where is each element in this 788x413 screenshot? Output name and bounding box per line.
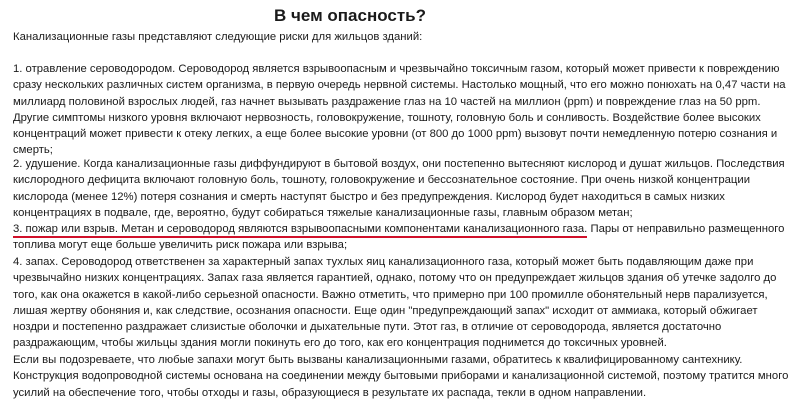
item-2-line: кислорода (менее 12%) потеря сознания и смерть наступят быстро и без предупреждения. Кислород будет находиться в самых низких (13, 190, 725, 203)
conclusion-line: Если вы подозреваете, что любые запахи могут быть вызваны канализационными газами, обратитесь к квалифицированному сантехнику. (13, 354, 743, 366)
item-3-paragraph (13, 221, 785, 254)
item-4-line: ноздри и постепенно раздражает слизистые оболочки и дыхательные пути. Этот газ, в отличие от сероводорода, является достаточно (13, 321, 722, 334)
intro-line: Канализационные газы представляют следующие риски для жильцов зданий: (13, 31, 423, 43)
item-1-line: 1. отравление сероводородом. Сероводород является взрывоопасным и чрезвычайно токсичным газом, который может привести к повреждению (13, 63, 780, 75)
item-3-rest-text: Пары от неправильно размещенного (587, 223, 785, 235)
item-4-line: раздражающим, чтобы жильцы здания могли покинуть его до того, как его концентрация поднимется до токсичных уровней. (13, 337, 667, 350)
red-underline (13, 236, 587, 238)
item-2-line: кислородного дефицита включают головную боль, тошноту, головокружение и бессознательное состояние. При очень низкой концентрации (13, 174, 751, 187)
item-3-line (13, 221, 785, 237)
intro-paragraph (13, 29, 693, 45)
item-1-paragraph (13, 61, 786, 159)
conclusion-paragraph (13, 352, 788, 401)
item-1-line: сразу нескольких различных систем организма, в первую очередь нервной системы. Настолько мощный, что его можно понюхать на 0,47 части на (13, 79, 786, 92)
item-4-line: чрезвычайно низких концентрациях. Запах газа является гарантией, однако, потому что он предупреждает жильцов здания об утечке задолго до (13, 272, 777, 285)
conclusion-line: усилий на обеспечение того, чтобы отходы и газы, образующиеся в результате их распада, текли в одном направлении. (13, 386, 647, 399)
item-1-line: Другие симптомы низкого уровня включают нервозность, головокружение, тошноту, головную боль и сонливость. Воздействие более высоких (13, 111, 761, 124)
highlighted-sentence (13, 221, 587, 237)
item-1-line: миллиард половиной взрослых людей, газ начнет вызывать раздражение глаз на 10 частей на миллион (ppm) и повреждение глаз на 50 ppm. (13, 95, 761, 108)
conclusion-line: Конструкция водопроводной системы основана на соединении между бытовыми приборами и канализационной системой, поэтому тратится много (13, 370, 788, 383)
item-4-line: лишая жертву обоняния и, как следствие, осознания опасности. Еще один "предупреждающий запах" исходит от аммиака, который обжигает (13, 304, 758, 317)
item-1-line: концентраций может привести к отеку легких, а еще более высокие уровни (от 800 до 1000 ppm) вызовут почти немедленную потерю сознания и (13, 128, 778, 141)
item-4-paragraph (13, 254, 777, 352)
item-2-line: 2. удушение. Когда канализационные газы диффундируют в бытовой воздух, они постепенно вытесняют кислород и душат жильцов. Последствия (13, 158, 785, 170)
item-4-line: того, как она окажется в какой-либо серьезной опасности. Важно отметить, что примерно при 100 промилле обонятельный нерв парализуется, (13, 288, 768, 301)
item-3-line: топлива могут еще больше увеличить риск пожара или взрыва; (13, 239, 348, 252)
page-title: В чем опасность? (273, 6, 426, 25)
item-4-line: 4. запах. Сероводород ответственен за характерный запах тухлых яиц канализационного газа, который может быть подавляющим даже при (13, 256, 754, 268)
item-2-line: концентрациях в подвале, где, вероятно, будут собираться тяжелые канализационные газы, главным образом метан; (13, 206, 633, 219)
item-1-line: смерть; (13, 144, 53, 157)
highlighted-text: 3. пожар или взрыв. Метан и сероводород являются взрывоопасными компонентами канализационного газа. (13, 223, 588, 235)
item-2-paragraph (13, 156, 785, 221)
